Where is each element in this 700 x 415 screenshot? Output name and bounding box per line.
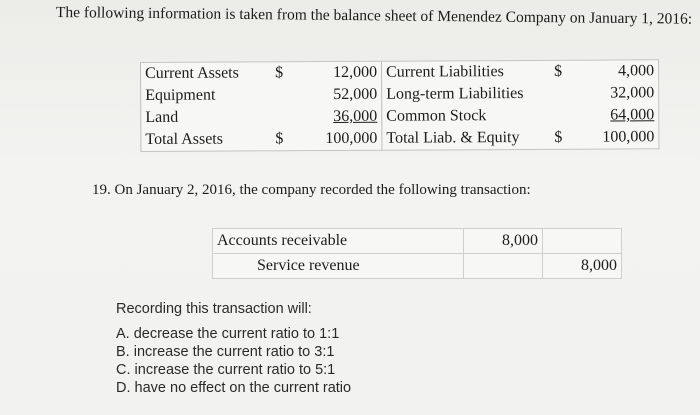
liab-dollar: [550, 105, 580, 127]
option-b: B. increase the current ratio to 3:1: [116, 344, 335, 360]
asset-dollar: [271, 106, 301, 128]
liab-total-label: Total Liab. & Equity: [382, 127, 551, 150]
intro-text: The following information is taken from the balance sheet of Menendez Company on January 1, 2016:: [55, 4, 693, 28]
liab-label: Common Stock: [382, 105, 551, 128]
option-a: A. decrease the current ratio to 1:1: [116, 326, 340, 342]
asset-total-dollar: $: [271, 128, 301, 151]
balance-sheet-row: [141, 60, 659, 85]
debit-amount-empty: [464, 254, 543, 279]
asset-value: 52,000: [333, 85, 378, 103]
asset-label: Equipment: [141, 84, 272, 107]
liab-label: Current Liabilities: [381, 60, 550, 83]
journal-entry-debit-row: [213, 229, 622, 254]
asset-value: 36,000: [333, 107, 378, 125]
journal-entry-credit-row: [213, 254, 622, 279]
balance-sheet-table: [140, 59, 659, 152]
liab-total-dollar: $: [550, 127, 580, 150]
asset-label: Land: [141, 106, 272, 129]
asset-dollar: $: [271, 62, 301, 85]
asset-total-label: Total Assets: [141, 128, 272, 151]
asset-value: 12,000: [301, 61, 382, 84]
debit-account: Accounts receivable: [213, 229, 464, 254]
asset-dollar: [271, 84, 301, 106]
liab-dollar: [550, 83, 580, 105]
journal-entry-table: [212, 228, 622, 279]
option-c: C. increase the current ratio to 5:1: [116, 362, 336, 378]
question-block: [116, 300, 351, 397]
question-19-text: 19. On January 2, 2016, the company recorded the following transaction:: [92, 182, 531, 198]
option-d: D. have no effect on the current ratio: [116, 380, 352, 396]
liab-value: 32,000: [580, 82, 659, 104]
liab-dollar: $: [550, 60, 580, 83]
liab-value: 64,000: [610, 106, 655, 124]
balance-sheet-row: [141, 104, 659, 129]
credit-amount-empty: [543, 229, 622, 254]
liab-label: Long-term Liabilities: [382, 83, 551, 106]
credit-account: Service revenue: [213, 254, 464, 279]
balance-sheet-row: [141, 82, 659, 107]
credit-amount: 8,000: [543, 254, 622, 279]
liab-value: 4,000: [580, 60, 659, 83]
asset-total-value: 100,000: [301, 128, 382, 151]
liab-total-value: 100,000: [580, 126, 659, 149]
asset-label: Current Assets: [141, 62, 272, 85]
question-prompt: Recording this transaction will:: [116, 301, 312, 317]
debit-amount: 8,000: [464, 229, 543, 254]
balance-sheet-total-row: [141, 126, 659, 151]
